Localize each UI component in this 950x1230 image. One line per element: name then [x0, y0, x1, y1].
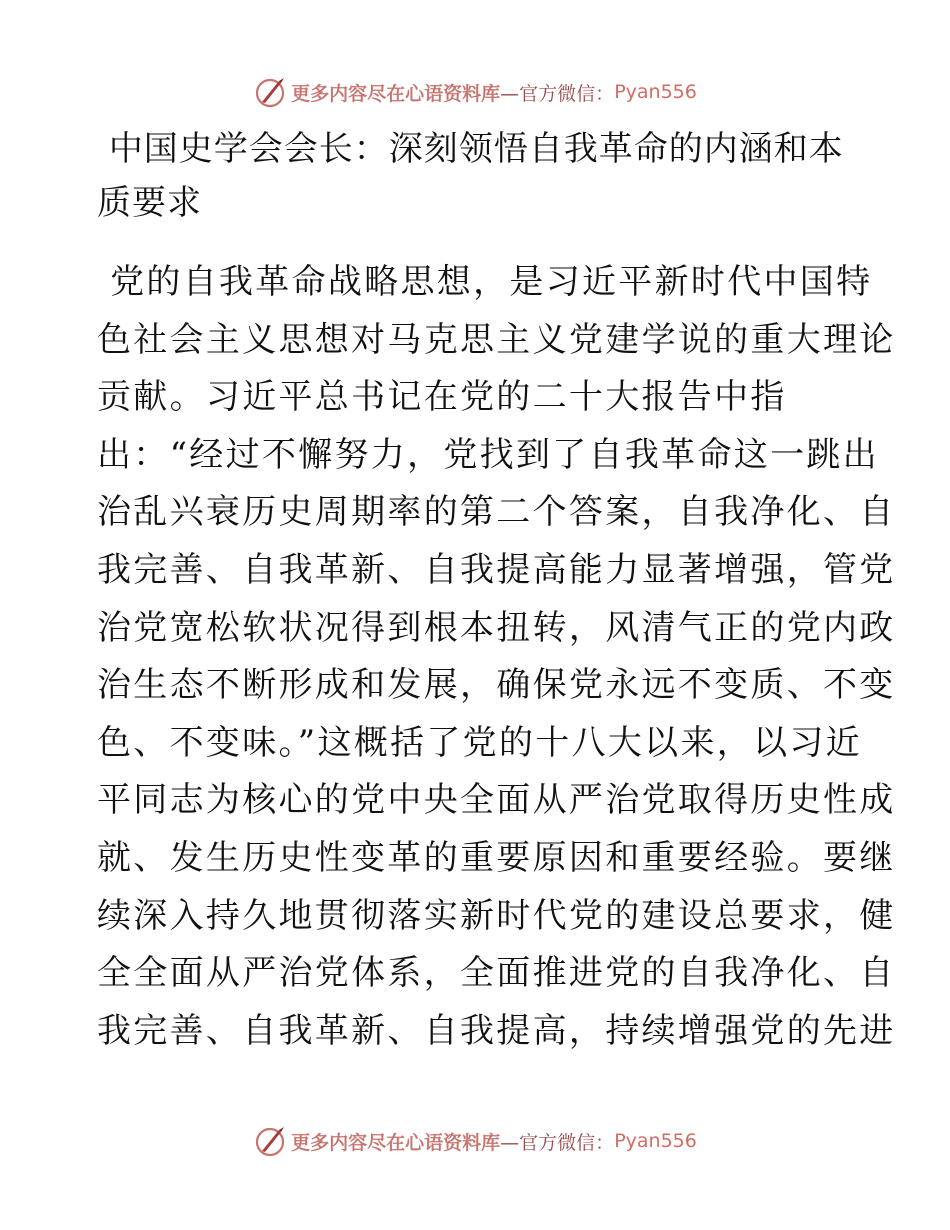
watermark-text-separator: —官方微信： — [500, 82, 615, 105]
body-line: 续深入持久地贯彻落实新时代党的建设总要求，健 — [97, 895, 896, 936]
body-line: 党的自我革命战略思想，是习近平新时代中国特 — [97, 262, 873, 302]
watermark-text-separator: —官方微信： — [500, 1131, 615, 1154]
document-title — [97, 122, 857, 230]
body-line: 色社会主义思想对马克思主义党建学说的重大理论 — [97, 319, 896, 360]
title-line: 质要求 — [97, 183, 202, 223]
body-line: 平同志为核心的党中央全面从严治党取得历史性成 — [97, 780, 896, 821]
body-line: 治生态不断形成和发展，确保党永远不变质、不变 — [97, 665, 896, 706]
body-line: 我完善、自我革新、自我提高，持续增强党的先进 — [97, 1010, 896, 1051]
body-line: 我完善、自我革新、自我提高能力显著增强，管党 — [97, 549, 896, 590]
watermark-text-main: 更多内容尽在心语资料库 — [291, 82, 501, 105]
body-line: 治乱兴衰历史周期率的第二个答案，自我净化、自 — [97, 492, 896, 533]
watermark-banner-top — [0, 72, 950, 112]
body-line: 色、不变味。”这概括了党的十八大以来，以习近 — [97, 722, 862, 763]
quill-logo-icon — [253, 75, 287, 109]
body-paragraph — [97, 254, 896, 1060]
body-line: 就、发生历史性变革的重要原因和重要经验。要继 — [97, 837, 896, 878]
watermark-text-main: 更多内容尽在心语资料库 — [291, 1131, 501, 1154]
watermark-banner-bottom — [0, 1121, 950, 1161]
body-line: 出：“经过不懈努力，党找到了自我革命这一跳出 — [97, 434, 879, 475]
title-line: 中国史学会会长：深刻领悟自我革命的内涵和本 — [97, 129, 844, 169]
quill-logo-icon — [253, 1124, 287, 1158]
body-line: 全全面从严治党体系，全面推进党的自我净化、自 — [97, 953, 896, 994]
body-line: 治党宽松软状况得到根本扭转，风清气正的党内政 — [97, 607, 896, 648]
body-line: 贡献。习近平总书记在党的二十大报告中指 — [97, 377, 787, 418]
watermark-wechat-id: Pyan556 — [614, 1130, 697, 1152]
watermark-wechat-id: Pyan556 — [614, 81, 697, 103]
